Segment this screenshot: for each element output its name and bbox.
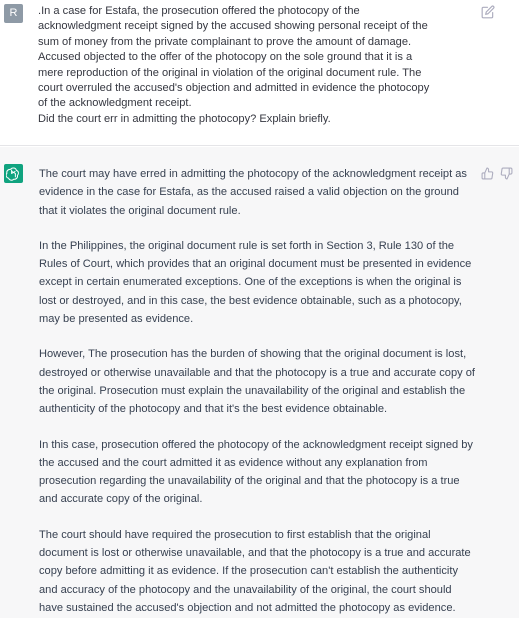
assistant-paragraph: The court may have erred in admitting the photocopy of the acknowledgment receipt as evidence in the case for Estafa, as the accused raised a valid objection on the ground that it violates the original document rule. [39,168,467,217]
assistant-paragraph: In this case, prosecution offered the photocopy of the acknowledgment receipt signed by the accused and the court admitted it as evidence without any explanation from prosecution regarding the unavailability of the original and that the photocopy is a true and accurate copy of the original. [39,438,473,506]
assistant-paragraph: The court should have required the prosecution to first establish that the original document is lost or otherwise unavailable, and that the photocopy is a true and accurate copy before admitting it as evidence. If the prosecution can't establish the authenticity and accuracy of the photocopy and the unavailability of the original, the court should have sustained the accused's objection and not admitted the photocopy as evidence. [39,528,471,614]
assistant-paragraph: However, The prosecution has the burden of showing that the original document is lost, destroyed or otherwise unavailable and that the photocopy is a true and accurate copy of the original. Prosecution must explain the unavailability of the original and establish the authenticity of the photocopy and that it's the best evidence obtainable. [39,348,476,416]
edit-icon[interactable] [481,5,495,19]
assistant-message-text [39,165,475,634]
user-message-line: .In a case for Estafa, the prosecution offered the photocopy of the [38,5,360,17]
user-message-line: Accused objected to the offer of the photocopy on the sole ground that it is a [38,51,413,64]
assistant-avatar [4,164,23,183]
thumbs-up-icon[interactable] [481,167,494,180]
user-message-line: court overruled the accused's objection and admitted in evidence the photocopy [38,82,430,95]
user-message-line: of the acknowledgment receipt. [38,97,192,110]
user-message-text [38,4,438,127]
assistant-message [0,147,519,618]
user-avatar: R [4,4,23,23]
user-message-line: mere reproduction of the original in violation of the original document rule. The [38,66,422,79]
assistant-paragraph: In the Philippines, the original document rule is set forth in Section 3, Rule 130 of the Rules of Court, which provides that an original document must be presented in evidence except in certain enumerated exceptions. One of the exceptions is when the original is lost or destroyed, and in this case, the best evidence obtainable, such as a photocopy, may be presented as evidence. [39,239,472,326]
user-message-line: sum of money from the private complainant to prove the amount of damage. [38,35,412,48]
user-message-line: acknowledgment receipt signed by the accused showing personal receipt of the [38,20,428,33]
thumbs-down-icon[interactable] [500,167,513,180]
user-message-line: Did the court err in admitting the photocopy? Explain briefly. [38,112,331,125]
feedback-buttons [481,167,515,181]
user-message [0,0,519,146]
